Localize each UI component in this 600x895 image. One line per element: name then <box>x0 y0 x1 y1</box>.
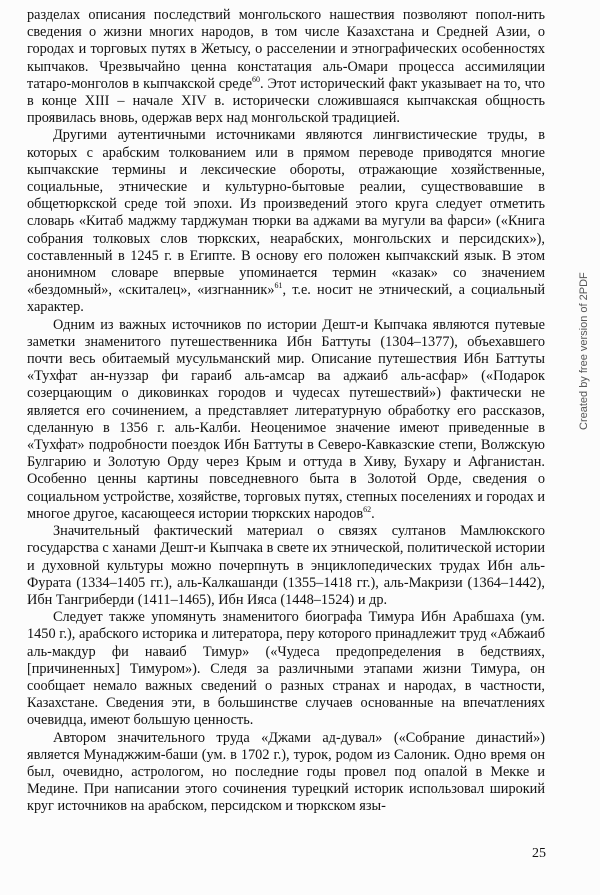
paragraph <box>27 7 545 127</box>
paragraph <box>27 609 545 729</box>
paragraph-text: , т.е. носит не этнический, а социальный характер. <box>27 282 545 316</box>
paragraph-text: Одним из важных источников по истории Дешт-и Кыпчака являются путевые заметки знаменитого путешественника Ибн Баттуты (1304–1377), объехавшего почти весь обитаемый мусульманский мир. Описание путешествия Ибн Баттуты «Тухфат ан-нуззар фи гараиб аль-амсар ва аджаиб аль-асфар» («Подарок созерцающим о диковинках городов и чудесах путешествий») фактически не является его сочинением, а представляет литературную обработку его рассказов, сделанную в 1356 г. аль-Калби. Неоценимое значение имеют приведенные в «Тухфат» подробности поездок Ибн Баттуты в Северо-Кавказские степи, Волжскую Булгарию и Золотую Орду через Крым и оттуда в Хиву, Бухару и Афганистан. Особенно ценны картины повседневного быта в Золотой Орде, сведения о социальном устройстве, хозяйстве, торговых путях, степных поселениях и городах и многое другое, касающееся истории тюркских народов <box>27 316 545 522</box>
paragraph-text: . <box>371 505 375 522</box>
paragraph <box>27 730 545 816</box>
paragraph <box>27 127 545 316</box>
watermark-text: Created by free version of 2PDF <box>578 272 590 430</box>
paragraph-text: Другими аутентичными источниками являются лингвистические труды, в которых с арабским толкованием или в прямом переводе приводятся многие кыпчакские термины и лексические обороты, отражающие хозяйственные, социальные, этнические и культурно-бытовые реалии, существовавшие в общетюркской среде той эпохи. Из произведений этого круга следует отметить словарь «Китаб маджму тарджуман тюрки ва аджами ва мугули ва фарси» («Книга собрания толковых слов тюркских, неарабских, монгольских и персидских»), составленный в 1245 г. в Египте. В основу его положен кыпчакский язык. В этом анонимном словаре впервые упоминается термин «казак» со значением «бездомный», «скиталец», «изгнанник» <box>27 127 545 299</box>
sidebar-watermark <box>578 210 594 430</box>
paragraph-text: Автором значительного труда «Джами ад-дувал» («Собрание династий») является Мунаджжим-баши (ум. в 1702 г.), турок, родом из Салоник. Одно время он был, очевидно, астрологом, но последние годы провел под опалой в Мекке и Медине. При написании этого сочинения турецкий историк использовал широкий круг источников на арабском, персидском и тюркском язы- <box>27 729 545 815</box>
footnote-ref[interactable]: 61 <box>274 281 283 291</box>
paragraph <box>27 317 545 523</box>
footnote-ref[interactable]: 62 <box>363 505 372 515</box>
paragraph-text: Следует также упомянуть знаменитого биографа Тимура Ибн Арабшаха (ум. 1450 г.), арабского историка и литератора, перу которого принадлежит труд «Абжаиб аль-макдур фи наваиб Тимур» («Чудеса предопределения в бедствиях, [причиненных] Тимуром»). Следя за различными этапами жизни Тимура, он сообщает немало важных сведений о разных странах и народах, в частности, Казахстане. Сведения эти, в большинстве случаев основанные на впечатлениях очевидца, имеют большую ценность. <box>27 609 545 729</box>
paragraph-text: . Этот исторический факт указывает на то, что в конце XIII – начале XIV в. исторически сложившаяся кыпчакская общность проявилась вновь, одержав верх над монгольской традицией. <box>27 75 546 127</box>
paragraph <box>27 523 545 609</box>
paragraph-text: Значительный фактический материал о связях султанов Мамлюкского государства с ханами Дешт-и Кыпчака в свете их этнической, политической истории и духовной культуры можно почерпнуть в энциклопедических трудах Ибн аль-Фурата (1334–1405 гг.), аль-Калкашанди (1355–1418 гг.), аль-Макризи (1364–1442), Ибн Тангриберди (1411–1465), Ибн Ияса (1448–1524) и др. <box>27 523 545 608</box>
footnote-ref[interactable]: 60 <box>252 75 261 85</box>
paragraph-text: разделах описания последствий монгольского нашествия позволяют попол-нить сведения о жизни многих народов, в том числе Казахстана и Средней Азии, о городах и торговых путях в Жетысу, о расселении и этнографических особенностях кыпчаков. Чрезвычайно ценна констатация аль-Омари процесса ассимиляции татаро-монголов в кыпчакской среде <box>27 7 545 92</box>
page-number: 25 <box>532 846 546 861</box>
body-text <box>27 7 545 816</box>
